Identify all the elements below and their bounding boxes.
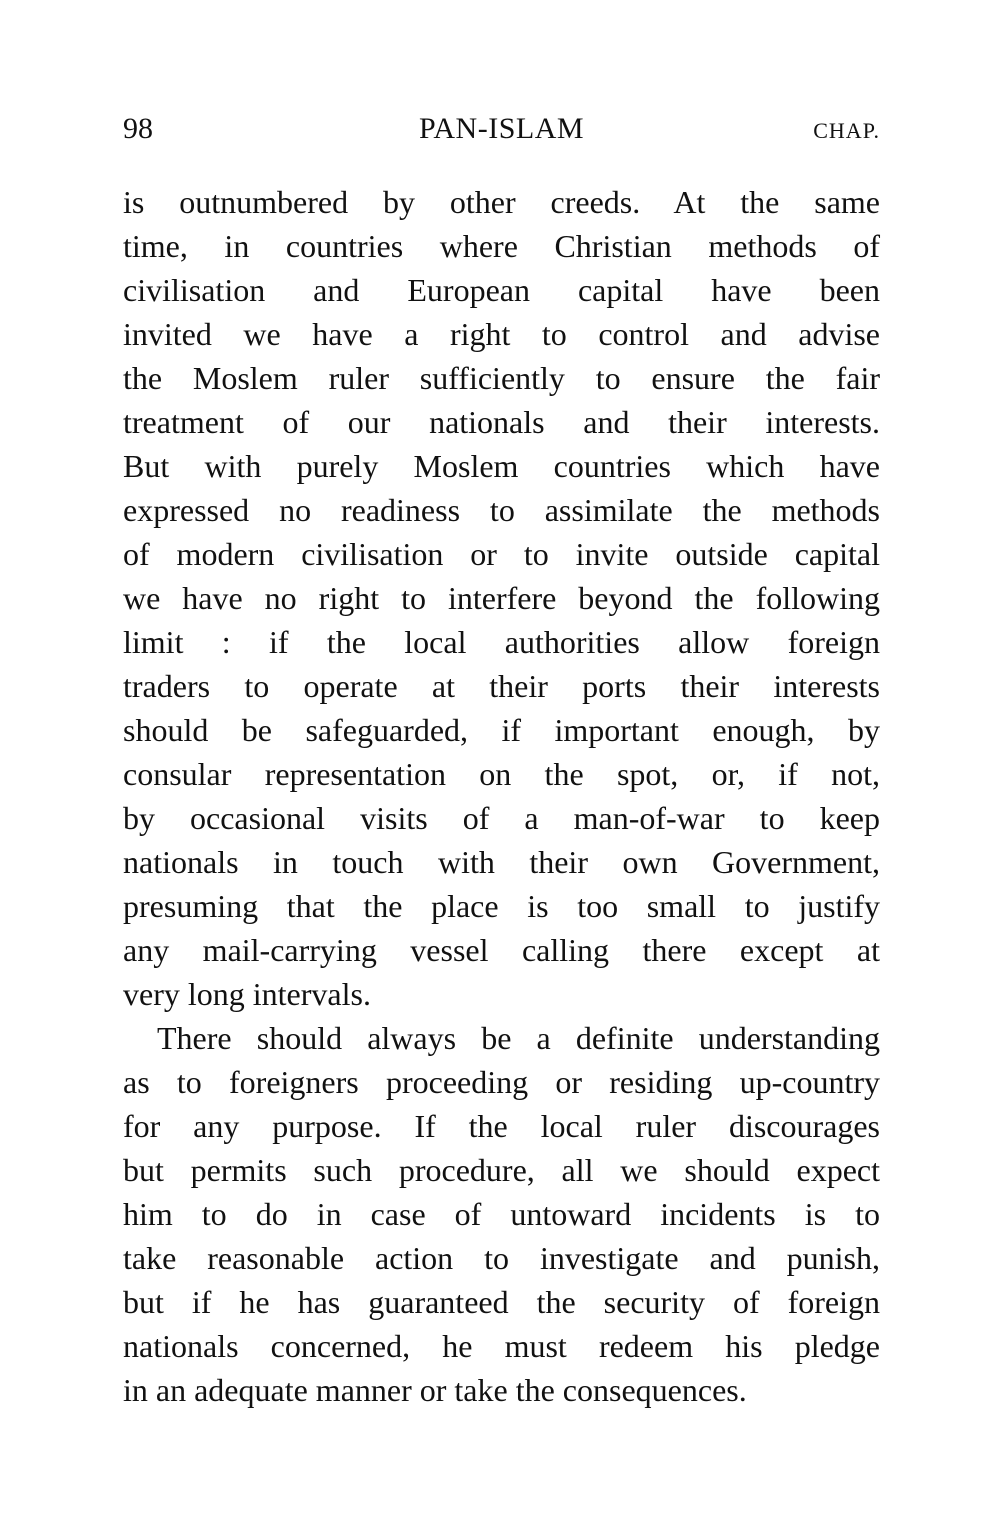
text-line: very long intervals.: [123, 976, 371, 1012]
text-line: should be safeguarded, if important enough, by: [123, 712, 880, 748]
text-line: But with purely Moslem countries which have: [123, 448, 880, 484]
text-line: take reasonable action to investigate and punish,: [123, 1240, 880, 1276]
text-line: but if he has guaranteed the security of foreign: [123, 1284, 880, 1320]
text-line: treatment of our nationals and their interests.: [123, 404, 880, 440]
text-line: nationals in touch with their own Government,: [123, 844, 880, 880]
page-header: [123, 112, 880, 152]
text-line: limit : if the local authorities allow foreign: [123, 624, 880, 660]
page-body: [123, 180, 880, 1412]
text-line: time, in countries where Christian methods of: [123, 228, 880, 264]
running-title: PAN-ISLAM: [418, 112, 585, 145]
text-line: is outnumbered by other creeds. At the same: [123, 184, 880, 220]
text-line: in an adequate manner or take the consequences.: [123, 1372, 747, 1408]
text-line: presuming that the place is too small to justify: [123, 888, 880, 924]
page-number: 98: [123, 112, 153, 145]
chapter-label: CHAP.: [813, 118, 880, 143]
text-line: the Moslem ruler sufficiently to ensure the fair: [123, 360, 880, 396]
text-line: we have no right to interfere beyond the following: [123, 580, 880, 616]
text-line: traders to operate at their ports their interests: [123, 668, 880, 704]
text-line: him to do in case of untoward incidents is to: [123, 1196, 880, 1232]
text-line: as to foreigners proceeding or residing up-country: [123, 1064, 880, 1100]
text-line: civilisation and European capital have been: [123, 272, 880, 308]
text-line: expressed no readiness to assimilate the methods: [123, 492, 880, 528]
text-line: of modern civilisation or to invite outside capital: [123, 536, 880, 572]
text-line: There should always be a definite understanding: [157, 1020, 880, 1056]
text-line: by occasional visits of a man-of-war to keep: [123, 800, 880, 836]
text-line: invited we have a right to control and advise: [123, 316, 880, 352]
text-line: any mail-carrying vessel calling there except at: [123, 932, 880, 968]
text-line: nationals concerned, he must redeem his pledge: [123, 1328, 880, 1364]
text-line: for any purpose. If the local ruler discourages: [123, 1108, 880, 1144]
text-line: but permits such procedure, all we should expect: [123, 1152, 880, 1188]
text-line: consular representation on the spot, or, if not,: [123, 756, 880, 792]
